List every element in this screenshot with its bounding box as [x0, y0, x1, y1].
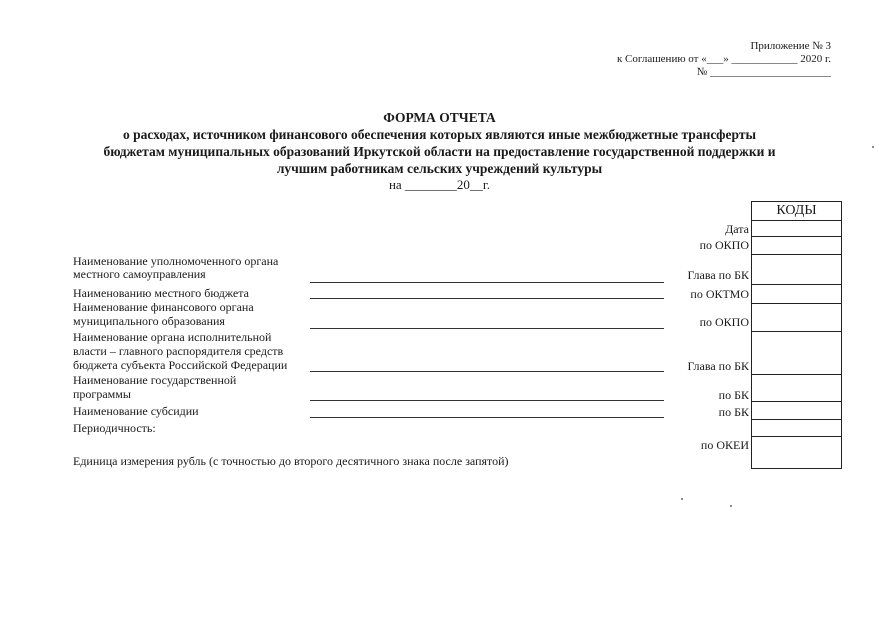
state-program-fill-line[interactable]: [310, 400, 664, 401]
code-label-bk-head-2: Глава по БК: [687, 359, 749, 373]
subsidy-label: Наименование субсидии: [73, 404, 199, 418]
code-cell-date[interactable]: [752, 220, 841, 237]
authorized-body-label-1: Наименование уполномоченного органа: [73, 254, 279, 268]
code-label-bk-head: Глава по БК: [687, 268, 749, 282]
finance-body-label-1: Наименование финансового органа: [73, 300, 254, 314]
scan-speck: [872, 146, 874, 148]
authorized-body-fill-line[interactable]: [310, 282, 664, 283]
form-subtitle-line-1: о расходах, источником финансового обеспечения которых являются иные межбюджетные трансферты: [122, 127, 756, 142]
code-cell-bk-2[interactable]: [752, 401, 841, 420]
periodicity-label: Периодичность:: [73, 421, 156, 435]
local-budget-label: Наименованию местного бюджета: [73, 286, 249, 300]
code-label-okei: по ОКЕИ: [700, 438, 749, 452]
form-title: ФОРМА ОТЧЕТА: [383, 110, 496, 125]
codes-table: [751, 201, 842, 469]
executive-body-label-3: бюджета субъекта Российской Федерации: [73, 358, 288, 372]
agreement-number: № ______________________: [696, 66, 831, 78]
state-program-label-1: Наименование государственной: [73, 373, 237, 387]
executive-body-fill-line[interactable]: [310, 371, 664, 372]
code-cell-periodicity[interactable]: [752, 419, 841, 437]
finance-body-fill-line[interactable]: [310, 328, 664, 329]
code-cell-bk-head[interactable]: [752, 254, 841, 285]
codes-header: КОДЫ: [752, 202, 841, 221]
code-label-okpo-2: по ОКПО: [699, 315, 749, 329]
agreement-reference: к Соглашению от «___» ____________ 2020 г.: [616, 53, 831, 65]
annex-number: Приложение № 3: [750, 40, 831, 52]
code-cell-bk-head-2[interactable]: [752, 331, 841, 375]
report-date-line: на ________20__г.: [388, 177, 491, 192]
subsidy-fill-line[interactable]: [310, 417, 664, 418]
executive-body-label-2: власти – главного распорядителя средств: [73, 344, 284, 358]
form-subtitle-line-3: лучшим работникам сельских учреждений культуры: [276, 161, 603, 176]
authorized-body-label-2: местного самоуправления: [73, 267, 206, 281]
code-cell-okpo[interactable]: [752, 236, 841, 255]
scan-speck: [730, 505, 732, 507]
code-label-date: Дата: [725, 222, 749, 236]
code-cell-oktmo[interactable]: [752, 284, 841, 304]
code-label-okpo: по ОКПО: [699, 238, 749, 252]
code-label-bk: по БК: [718, 388, 749, 402]
code-label-bk-2: по БК: [718, 405, 749, 419]
unit-of-measure-label: Единица измерения рубль (с точностью до второго десятичного знака после запятой): [73, 454, 509, 468]
code-cell-bk[interactable]: [752, 374, 841, 402]
scan-speck: [681, 498, 683, 500]
state-program-label-2: программы: [73, 387, 131, 401]
executive-body-label-1: Наименование органа исполнительной: [73, 330, 272, 344]
form-subtitle-line-2: бюджетам муниципальных образований Иркутской области на предоставление государственной поддержки и: [103, 144, 776, 159]
finance-body-label-2: муниципального образования: [73, 314, 225, 328]
code-cell-okpo-2[interactable]: [752, 303, 841, 332]
code-label-oktmo: по ОКТМО: [690, 287, 749, 301]
local-budget-fill-line[interactable]: [310, 298, 664, 299]
